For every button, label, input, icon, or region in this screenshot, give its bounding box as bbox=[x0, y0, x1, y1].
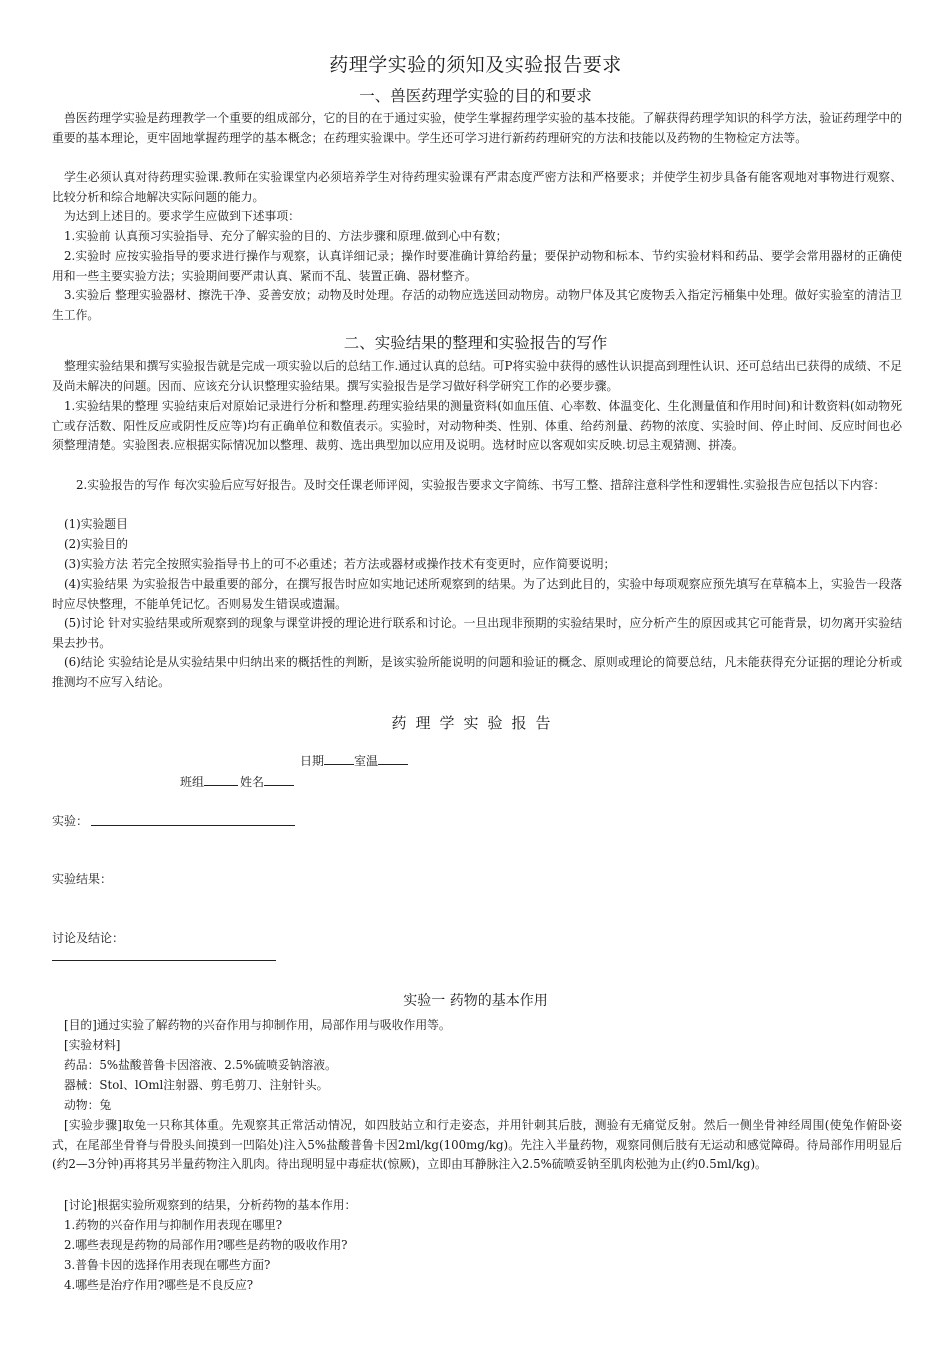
section1-paragraph-2: 学生必须认真对待药理实验课.教师在实验课堂内必须培养学生对待药理实验课有严肃态度严密方法和严格要求；并使学生初步具备有能客观地对事物进行观察、比较分析和综合地解决实际问题的能力。 bbox=[52, 170, 902, 204]
document-title: 药理学实验的须知及实验报告要求 bbox=[329, 54, 622, 76]
section1-heading: 一、兽医药理学实验的目的和要求 bbox=[359, 87, 592, 105]
experiment-underline[interactable] bbox=[91, 825, 295, 826]
section1-paragraph-5: 2.实验时 应按实验指导的要求进行操作与观察，认真详细记录；操作时要准确计算给药量；要保护动物和标本、节约实验材料和药品、要学会常用器材的正确使用和一些主要实验方法；实验期间要严肃认真、紧而不乱、装置正确、器材整齐。 bbox=[52, 249, 902, 283]
section2-paragraph-2: 1.实验结果的整理 实验结束后对原始记录进行分析和整理.药理实验结果的测量资料(如血压值、心率数、体温变化、生化测量值和作用时间)和计数资料(如动物死亡或存活数、阳性反应或阴性反应等)均有正确单位和数值表示。实验时，对动物种类、性别、体重、给药剂量、药物的浓度、实验时间、停止时间、反应时间也必须整理清楚。实验图表.应根据实际情况加以整理、裁剪、选出典型加以应用及说明。选材时应以客观如实反映.切忌主观猜测、拼凑。 bbox=[52, 399, 902, 453]
date-temp-row bbox=[300, 752, 408, 769]
section2-paragraph-3: 2.实验报告的写作 每次实验后应写好报告。及时交任课老师评阅，实验报告要求文字简练、书写工整、措辞注意科学性和逻辑性.实验报告应包括以下内容： bbox=[76, 478, 886, 492]
discussion-underline[interactable] bbox=[52, 960, 276, 961]
experiment1-drugs: 药品：5%盐酸普鲁卡因溶液、2.5%硫喷妥钠溶液。 bbox=[64, 1058, 337, 1072]
experiment1-steps: [实验步骤]取兔一只称其体重。先观察其正常活动情况，如四肢站立和行走姿态，并用针刺其后肢，测验有无痛觉反射。然后一侧坐骨神经周围(使兔作俯卧姿式，在尾部坐骨脊与骨股头间摸到一凹陷处)注入5%盐酸普鲁卡因2ml/kg(100mg/kg)。先注入半量药物，观察同侧后肢有无运动和感觉障碍。待局部作用明显后(约2—3分钟)再将其另半量药物注入肌肉。待出现明显中毒症状(惊厥)，立即由耳静脉注入2.5%硫喷妥钠至肌肉松弛为止(约0.5ml/kg)。 bbox=[52, 1118, 902, 1172]
temp-label: 室温 bbox=[354, 754, 379, 768]
group-blank[interactable] bbox=[204, 773, 238, 786]
experiment1-animal: 动物：兔 bbox=[64, 1098, 112, 1112]
discussion-question: 2.哪些表现是药物的局部作用?哪些是药物的吸收作用? bbox=[64, 1238, 348, 1252]
report-item: (3)实验方法 若完全按照实验指导书上的可不必重述；若方法或器材或操作技术有变更时，应作简要说明； bbox=[64, 557, 616, 571]
report-item: (2)实验目的 bbox=[64, 537, 128, 551]
discussion-question: 1.药物的兴奋作用与抑制作用表现在哪里? bbox=[64, 1218, 283, 1232]
group-label: 班组 bbox=[180, 775, 205, 789]
experiment1-heading: 实验一 药物的基本作用 bbox=[403, 993, 548, 1009]
section1-paragraph-3: 为达到上述目的。要求学生应做到下述事项： bbox=[64, 209, 300, 223]
name-label: 姓名 bbox=[240, 775, 265, 789]
experiment1-equipment: 器械：Stol、lOml注射器、剪毛剪刀、注射针头。 bbox=[64, 1078, 329, 1092]
temp-blank[interactable] bbox=[378, 752, 408, 765]
section2-paragraph-1: 整理实验结果和撰写实验报告就是完成一项实验以后的总结工作.通过认真的总结。可P将实验中获得的感性认识提高到理性认识、还可总结出已获得的成绩、不足及尚未解决的问题。因而、应该充分认识整理实验结果。撰写实验报告是学习做好科学研究工作的必要步骤。 bbox=[52, 359, 902, 393]
experiment1-purpose: [目的]通过实验了解药物的兴奋作用与抑制作用，局部作用与吸收作用等。 bbox=[64, 1018, 451, 1032]
date-blank[interactable] bbox=[324, 752, 354, 765]
report-item: (6)结论 实验结论是从实验结果中归纳出来的概括性的判断，是该实验所能说明的问题和验证的概念、原则或理论的简要总结，凡未能获得充分证据的理论分析或推测均不应写入结论。 bbox=[52, 655, 902, 689]
name-blank[interactable] bbox=[264, 773, 294, 786]
results-label: 实验结果： bbox=[52, 872, 113, 886]
experiment1-materials-heading: [实验材料] bbox=[64, 1038, 121, 1052]
report-item: (4)实验结果 为实验报告中最重要的部分，在撰写报告时应如实地记述所观察到的结果。为了达到此目的，实验中每项观察应预先填写在草稿本上，实验告一段落时应尽快整理，不能单凭记忆。否则易发生错误或遗漏。 bbox=[52, 577, 902, 611]
section1-paragraph-6: 3.实验后 整理实验器材、擦洗干净、妥善安放；动物及时处理。存活的动物应选送回动物房。动物尸体及其它废物丢入指定污桶集中处理。做好实验室的清洁卫生工作。 bbox=[52, 288, 902, 322]
discussion-question: 4.哪些是治疗作用?哪些是不良反应? bbox=[64, 1278, 254, 1292]
discussion-question: 3.普鲁卡因的选择作用表现在哪些方面? bbox=[64, 1258, 271, 1272]
report-form-title: 药理学实验报告 bbox=[391, 714, 560, 732]
section2-heading: 二、实验结果的整理和实验报告的写作 bbox=[343, 334, 608, 352]
date-label: 日期 bbox=[300, 754, 325, 768]
section1-paragraph-1: 兽医药理学实验是药理教学一个重要的组成部分，它的目的在于通过实验，使学生掌握药理学实验的基本技能。了解获得药理学知识的科学方法，验证药理学中的重要的基本理论，更牢固地掌握药理学的基本概念；在药理实验课中。学生还可学习进行新药药理研究的方法和技能以及药物的生物检定方法等。 bbox=[52, 111, 902, 145]
group-name-row bbox=[180, 773, 294, 790]
report-item: (5)讨论 针对实验结果或所观察到的现象与课堂讲授的理论进行联系和讨论。一旦出现非预期的实验结果时，应分析产生的原因或其它可能背景，切勿离开实验结果去抄书。 bbox=[52, 616, 902, 650]
section1-paragraph-4: 1.实验前 认真预习实验指导、充分了解实验的目的、方法步骤和原理.做到心中有数； bbox=[64, 229, 508, 243]
experiment-label: 实验： bbox=[52, 814, 89, 828]
discussion-label: 讨论及结论： bbox=[52, 931, 125, 945]
experiment1-discussion-heading: [讨论]根据实验所观察到的结果，分析药物的基本作用： bbox=[64, 1198, 357, 1212]
report-item: (1)实验题目 bbox=[64, 517, 128, 531]
